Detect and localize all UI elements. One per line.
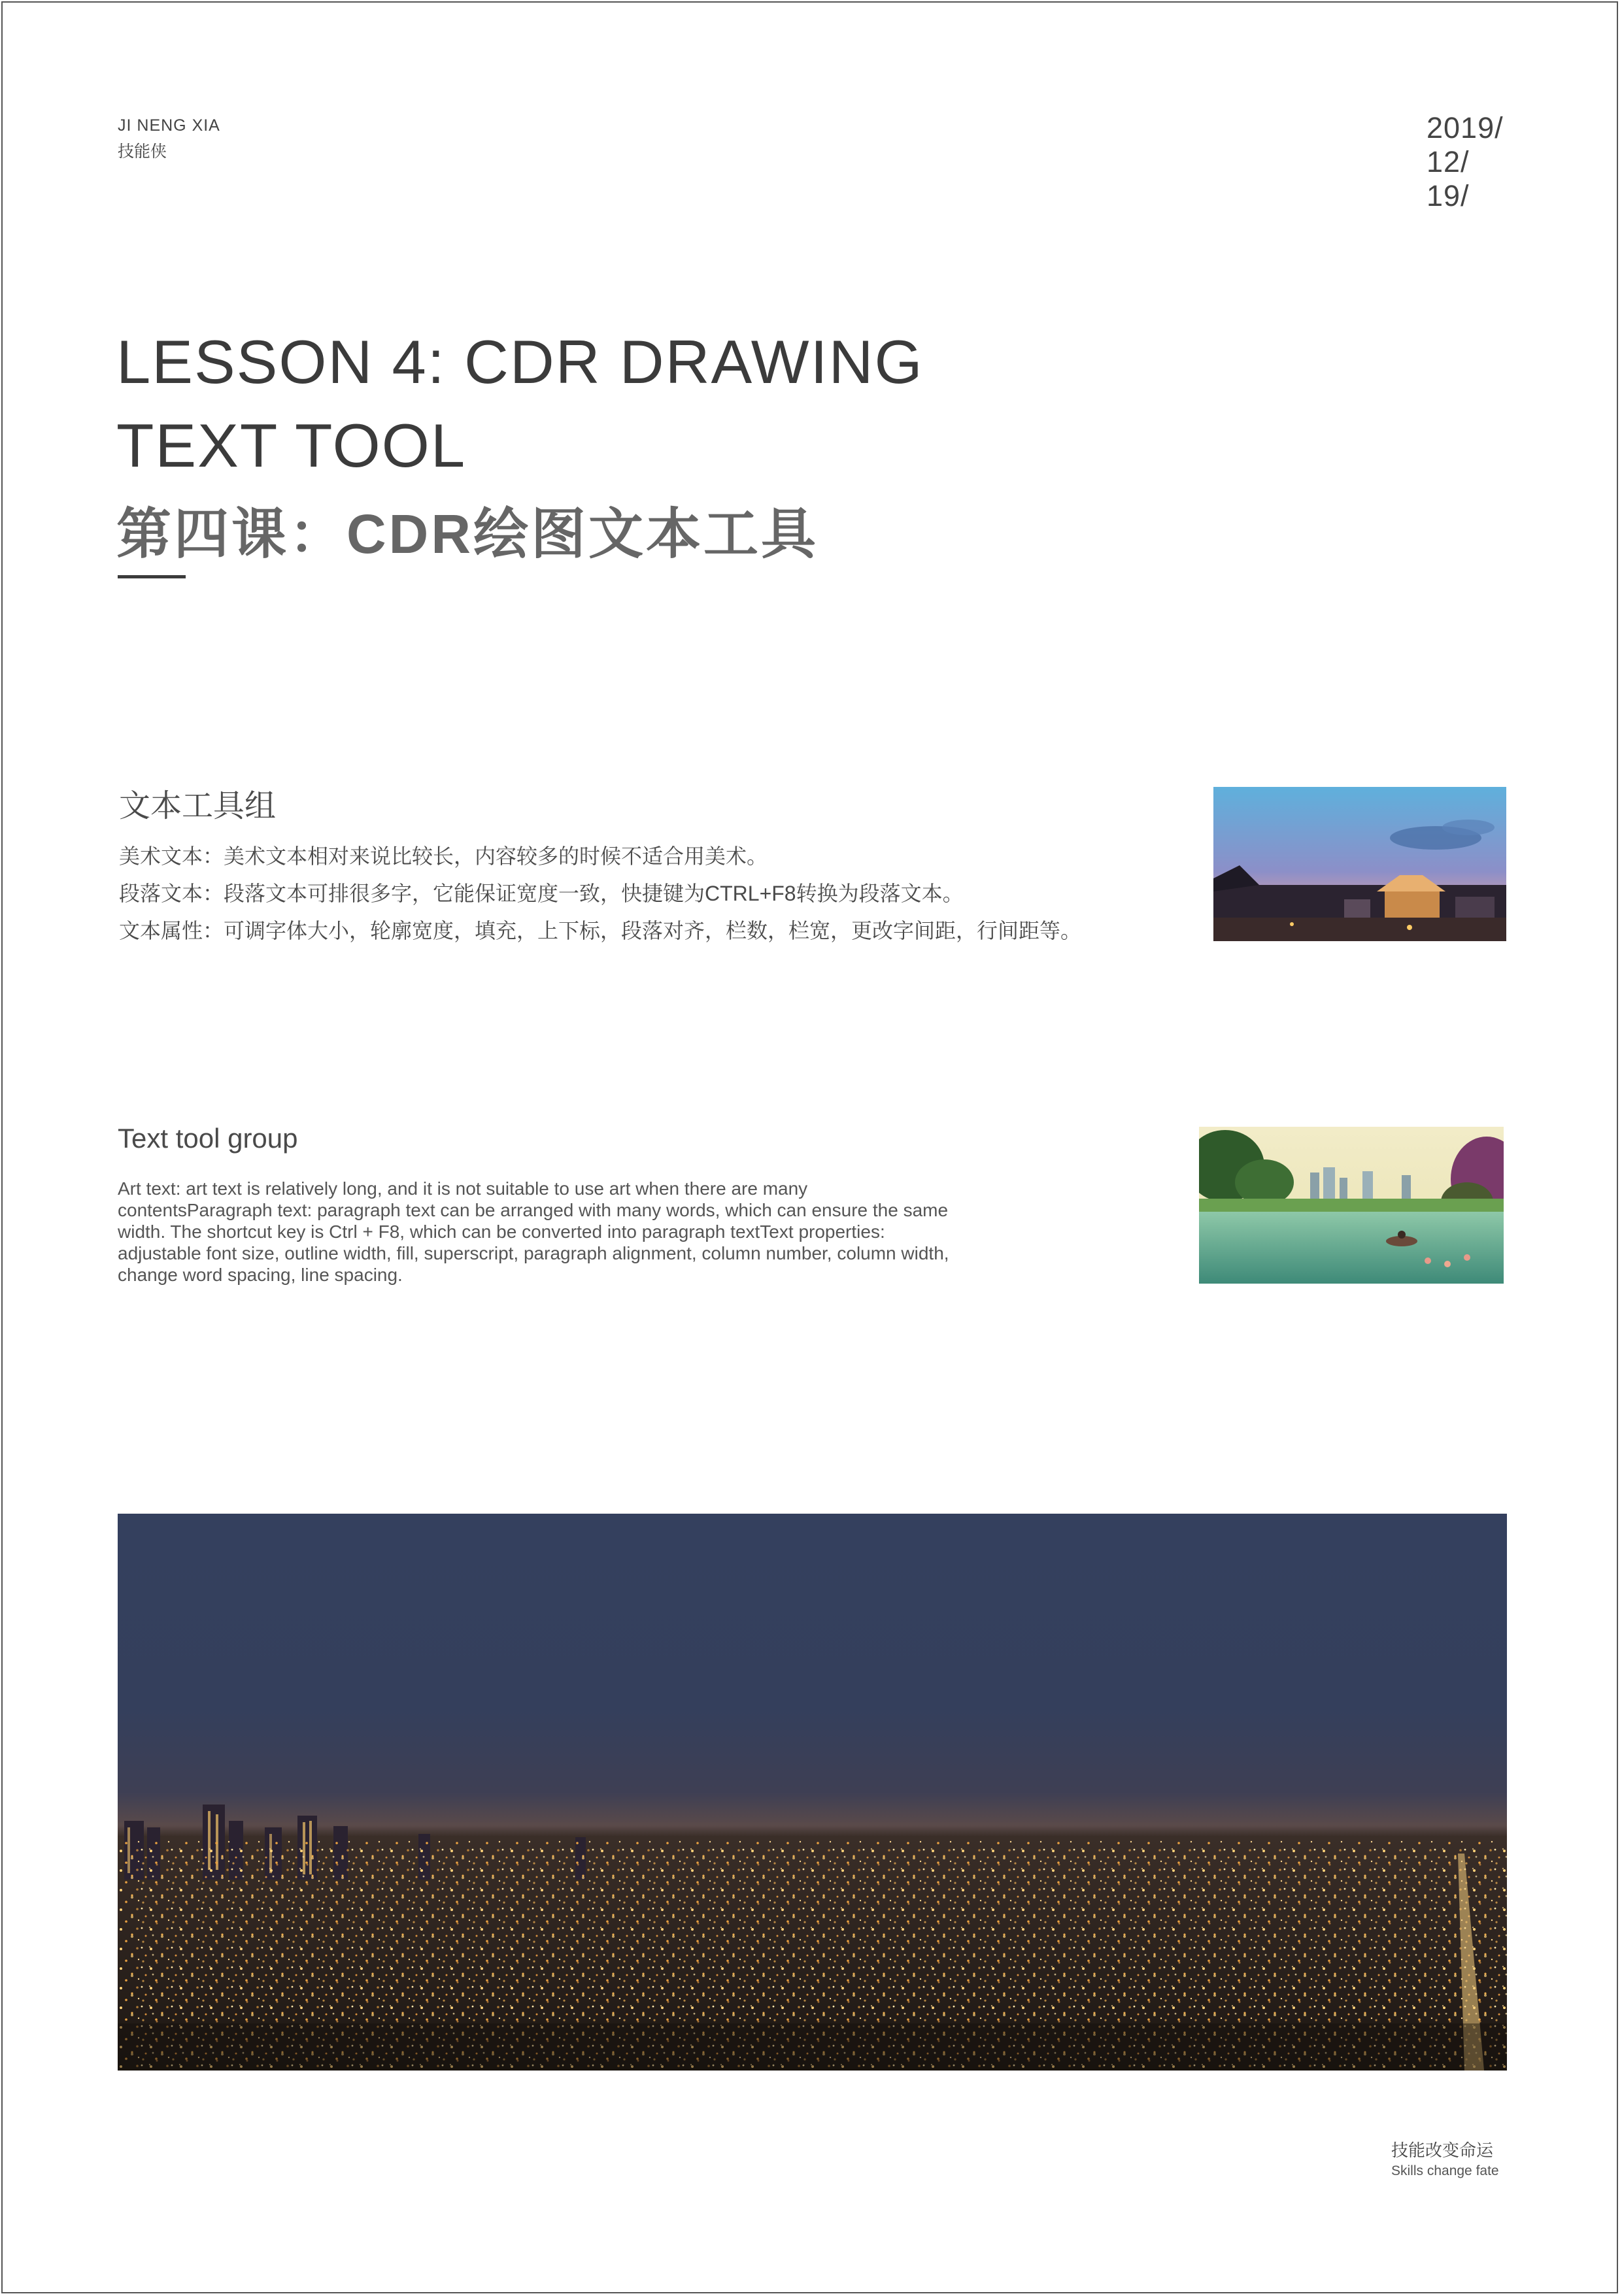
section-heading-en: Text tool group [118, 1123, 298, 1154]
date-month: 12/ [1427, 145, 1470, 178]
date-day: 19/ [1427, 179, 1470, 212]
footer-slogan-en: Skills change fate [1391, 2163, 1499, 2178]
en-line-4: adjustable font size, outline width, fill, superscript, paragraph alignment, column number, column width, [118, 1243, 949, 1263]
en-line-1: Art text: art text is relatively long, and it is not suitable to use art when there are many [118, 1178, 808, 1199]
cn-line-text-properties: 文本属性：可调字体大小，轮廓宽度，填充，上下标，段落对齐，栏数，栏宽，更改字间距，行间距等。 [119, 919, 1082, 942]
section-body-en [118, 1178, 1033, 1286]
lake-park-photo [1199, 1127, 1504, 1284]
footer-slogan-cn: 技能改变命运 [1391, 2140, 1494, 2160]
brand-name-en: JI NENG XIA [118, 116, 220, 135]
date-year: 2019/ [1427, 111, 1504, 144]
cn-line-art-text: 美术文本：美术文本相对来说比较长，内容较多的时候不适合用美术。 [119, 844, 768, 868]
en-line-5: change word spacing, line spacing. [118, 1265, 403, 1285]
en-line-3: width. The shortcut key is Ctrl + F8, which can be converted into paragraph textText properties: [118, 1222, 885, 1242]
cn-line-paragraph-text: 段落文本：段落文本可排很多字，它能保证宽度一致，快捷键为CTRL+F8转换为段落文本。 [119, 882, 964, 905]
section-body-cn [119, 838, 1081, 950]
en-line-2: contentsParagraph text: paragraph text can be arranged with many words, which can ensure the same [118, 1200, 949, 1220]
city-night-skyline-photo [118, 1514, 1507, 2071]
page-title-en [116, 320, 924, 488]
page-title-cn: 第四课：CDR绘图文本工具 [116, 503, 819, 565]
title-underline [118, 575, 186, 578]
title-line-2: TEXT TOOL [116, 411, 467, 480]
brand-name-cn: 技能侠 [118, 142, 167, 161]
title-line-1: LESSON 4: CDR DRAWING [116, 327, 924, 396]
section-heading-cn: 文本工具组 [119, 789, 277, 824]
date-block [1427, 111, 1504, 213]
palace-dusk-photo [1213, 787, 1506, 941]
